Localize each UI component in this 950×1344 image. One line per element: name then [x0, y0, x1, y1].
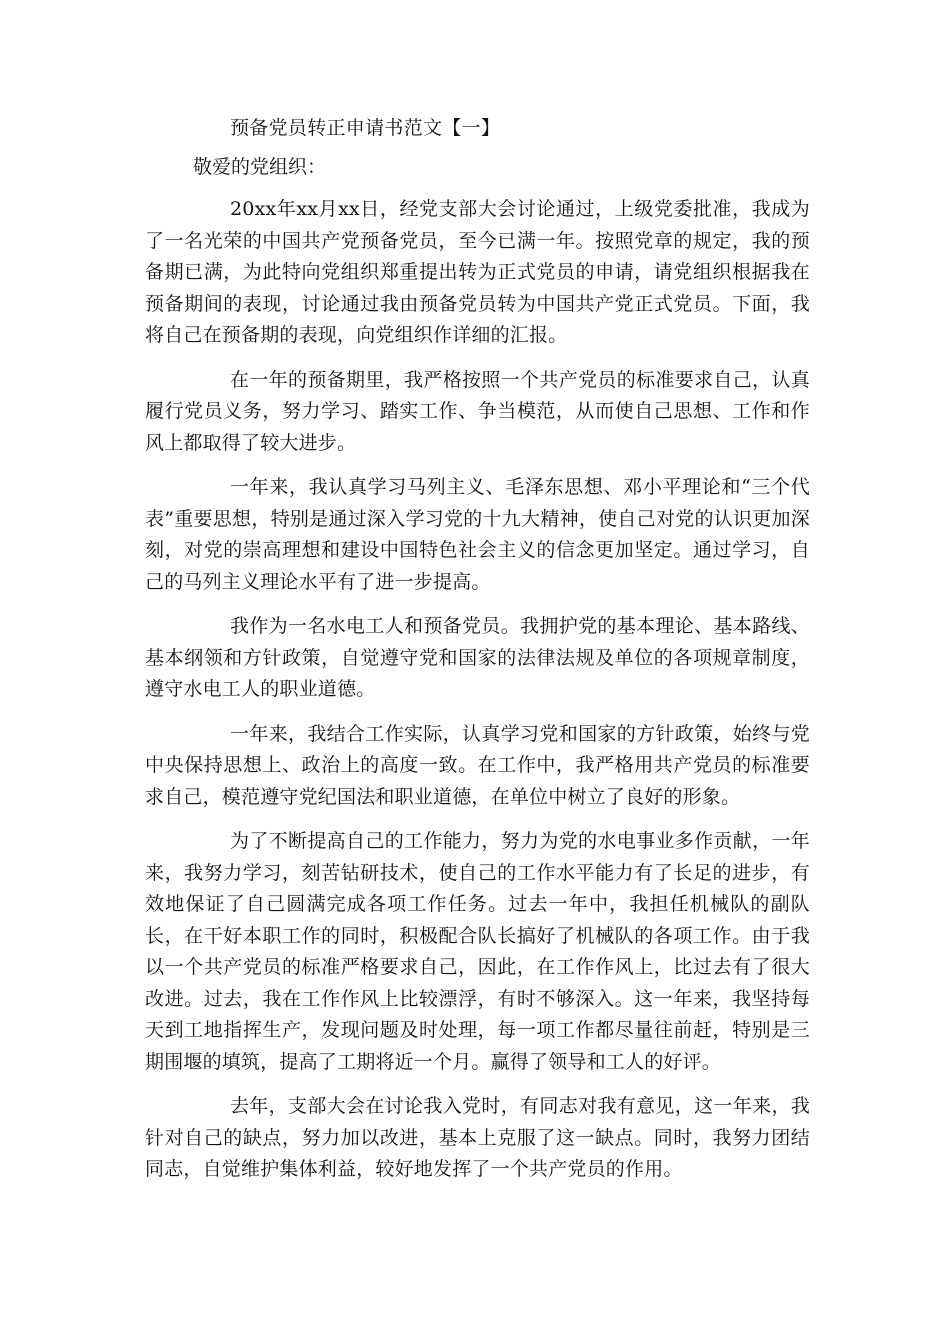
- paragraph: 为了不断提高自己的工作能力，努力为党的水电事业多作贡献，一年来，我努力学习，刻苦钻研技术，使自己的工作水平能力有了长足的进步，有效地保证了自己圆满完成各项工作任务。过去一年中，我担任机械队的副队长，在干好本职工作的同时，积极配合队长搞好了机械队的各项工作。由于我以一个共产党员的标准严格要求自己，因此，在工作作风上，比过去有了很大改进。过去，我在工作作风上比较漂浮，有时不够深入。这一年来，我坚持每天到工地指挥生产，发现问题及时处理，每一项工作都尽量往前赶，特别是三期围堰的填筑，提高了工期将近一个月。赢得了领导和工人的好评。: [145, 830, 810, 1073]
- paragraph: 在一年的预备期里，我严格按照一个共产党员的标准要求自己，认真履行党员义务，努力学习、踏实工作、争当模范，从而使自己思想、工作和作风上都取得了较大进步。: [145, 368, 810, 454]
- paragraph: 我作为一名水电工人和预备党员。我拥护党的基本理论、基本路线、基本纲领和方针政策，自觉遵守党和国家的法律法规及单位的各项规章制度，遵守水电工人的职业道德。: [145, 615, 810, 700]
- document-title: 预备党员转正申请书范文【一】: [230, 117, 501, 139]
- salutation: 敬爱的党组织：: [193, 156, 327, 178]
- paragraph: 一年来，我认真学习马列主义、毛泽东思想、邓小平理论和“三个代表”重要思想，特别是通过深入学习党的十九大精神，使自己对党的认识更加深刻，对党的崇高理想和建设中国特色社会主义的信念更加坚定。通过学习，自己的马列主义理论水平有了进一步提高。: [145, 476, 810, 593]
- document-body: [145, 194, 810, 1199]
- paragraph: 去年，支部大会在讨论我入党时，有同志对我有意见，这一年来，我针对自己的缺点，努力加以改进，基本上克服了这一缺点。同时，我努力团结同志，自觉维护集体利益，较好地发挥了一个共产党员的作用。: [145, 1095, 810, 1180]
- paragraph: 一年来，我结合工作实际，认真学习党和国家的方针政策，始终与党中央保持思想上、政治上的高度一致。在工作中，我严格用共产党员的标准要求自己，模范遵守党纪国法和职业道德，在单位中树立了良好的形象。: [145, 722, 810, 808]
- paragraph: 20xx年xx月xx日，经党支部大会讨论通过，上级党委批准，我成为了一名光荣的中国共产党预备党员，至今已满一年。按照党章的规定，我的预备期已满，为此特向党组织郑重提出转为正式党员的申请，请党组织根据我在预备期间的表现，讨论通过我由预备党员转为中国共产党正式党员。下面，我将自己在预备期的表现，向党组织作详细的汇报。: [145, 198, 810, 346]
